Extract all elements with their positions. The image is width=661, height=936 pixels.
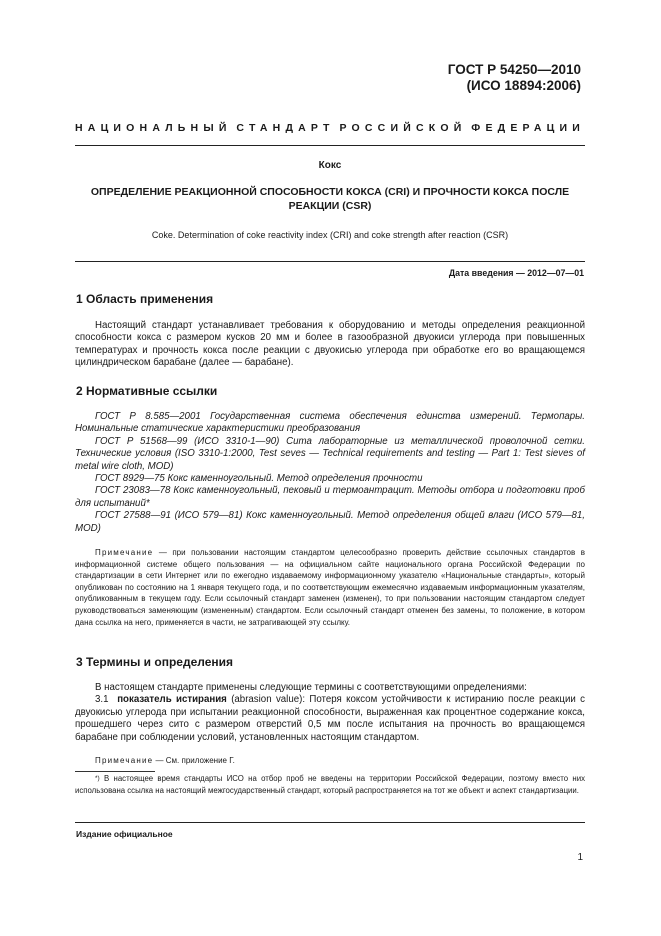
footnote [75, 773, 585, 796]
term-definition [75, 694, 585, 744]
section-heading: 3 Термины и определения [76, 655, 234, 669]
standard-type-word: РОССИЙСКОЙ [339, 122, 467, 134]
note-label: Примечание [95, 548, 154, 557]
paragraph: Настоящий стандарт устанавливает требования к оборудованию и методы определения реакционной способности кокса с размером кусков 20 мм и более в газообразной двуокиси углерода при повышенных температурах и прочность кокса после реакции с двуокисью углерода при обработке его во вращающемся цилиндрическом барабане (далее — барабане). [75, 320, 585, 369]
footnote-marker: *) [95, 775, 100, 782]
footer-rule [75, 822, 585, 823]
paragraph: В настоящем стандарте применены следующие термины с соответствующими определениями: [95, 682, 527, 693]
introduction-date: Дата введения — 2012—07—01 [448, 268, 584, 278]
reference-item: ГОСТ Р 8.585—2001 Государственная система обеспечения единства измерений. Термопары. Номинальные статические характеристики преобразования [75, 411, 585, 435]
note-text: — См. приложение Г. [153, 756, 235, 765]
reference-item: ГОСТ 23083—78 Кокс каменноугольный, пековый и термоантрацит. Методы отбора и подготовки проб для испытаний* [75, 485, 585, 509]
term-name: показатель истирания [117, 694, 227, 706]
reference-item: ГОСТ 8929—75 Кокс каменноугольный. Метод определения прочности [95, 473, 423, 485]
standard-type-word: НАЦИОНАЛЬНЫЙ [75, 122, 232, 134]
document-subject: Кокс [318, 160, 342, 171]
reference-item: ГОСТ Р 51568—99 (ИСО 3310-1—90) Сита лабораторные из металлической проволочной сетки. Технические условия (ISO 3310-1:2000, Test seves — Technical requirements and testing — Part 1: Test sieves of metal wire cloth, MOD) [75, 435, 585, 472]
document-title: ОПРЕДЕЛЕНИЕ РЕАКЦИОННОЙ СПОСОБНОСТИ КОКСА (CRI) И ПРОЧНОСТИ КОКСА ПОСЛЕ РЕАКЦИИ (CSR) [90, 186, 570, 212]
standard-type-line [75, 122, 585, 134]
page-number: 1 [577, 852, 583, 863]
section-heading: 2 Нормативные ссылки [76, 384, 218, 398]
normative-references [75, 411, 585, 535]
term-english: (abrasion value): [226, 694, 306, 706]
section-3-text [75, 682, 585, 744]
header-rule [75, 145, 585, 146]
gost-number: ГОСТ Р 54250—2010 [447, 62, 581, 77]
edition-label: Издание официальное [76, 829, 173, 839]
section-2-note [75, 547, 585, 628]
section-heading: 1 Область применения [76, 292, 214, 306]
term-number: 3.1 [95, 694, 109, 706]
term-text: Потеря коксом устойчивости к истиранию после реакции с двуокисью углерода при испытании реакционной способности, выраженная как процентное содержание кокса, прошедшего через сито с размером отверстий 0,5 мм после испытания на прочность во вращающемся барабане при соблюдении условий, установленных настоящим стандартом. [75, 694, 585, 743]
section-3-note [75, 755, 585, 767]
gost-header [448, 62, 581, 94]
section-1-text [75, 320, 585, 370]
note-text: — при пользовании настоящим стандартом целесообразно проверить действие ссылочных стандартов в информационной системе общего пользования — на официальном сайте национального органа Российской Федерации по стандартизации в сети Интернет или по ежегодно издаваемому информационному указателю «Национальные стандарты», который опубликован по состоянию на 1 января текущего года, и по соответствующим ежемесячно издаваемым информационным указателям, опубликованным в текущем году. Если ссылочный стандарт заменен (изменен), то при пользовании настоящим стандартом следует руководствоваться заменяющим (измененным) стандартом. Если ссылочный стандарт отменен без замены, то положение, в котором дана ссылка на него, применяется в части, не затрагивающей эту ссылку. [75, 548, 585, 627]
iso-number: (ИСО 18894:2006) [466, 78, 581, 93]
footnote-rule [75, 771, 155, 772]
title-rule [75, 261, 585, 262]
document-title-english: Coke. Determination of coke reactivity index (CRI) and coke strength after reaction (CSR) [151, 230, 509, 240]
standard-type-word: СТАНДАРТ [236, 122, 335, 134]
standard-type-word: ФЕДЕРАЦИИ [471, 122, 585, 134]
footnote-text: В настоящее время стандарты ИСО на отбор проб не введены на территории Российской Федерации, поэтому вместо них использована ссылка на настоящий межгосударственный стандарт, который распространяется на тот же объект и аспект стандартизации. [75, 774, 585, 795]
note-label: Примечание [95, 756, 154, 765]
reference-item: ГОСТ 27588—91 (ИСО 579—81) Кокс каменноугольный. Метод определения общей влаги (ИСО 579—81, MOD) [75, 510, 585, 534]
